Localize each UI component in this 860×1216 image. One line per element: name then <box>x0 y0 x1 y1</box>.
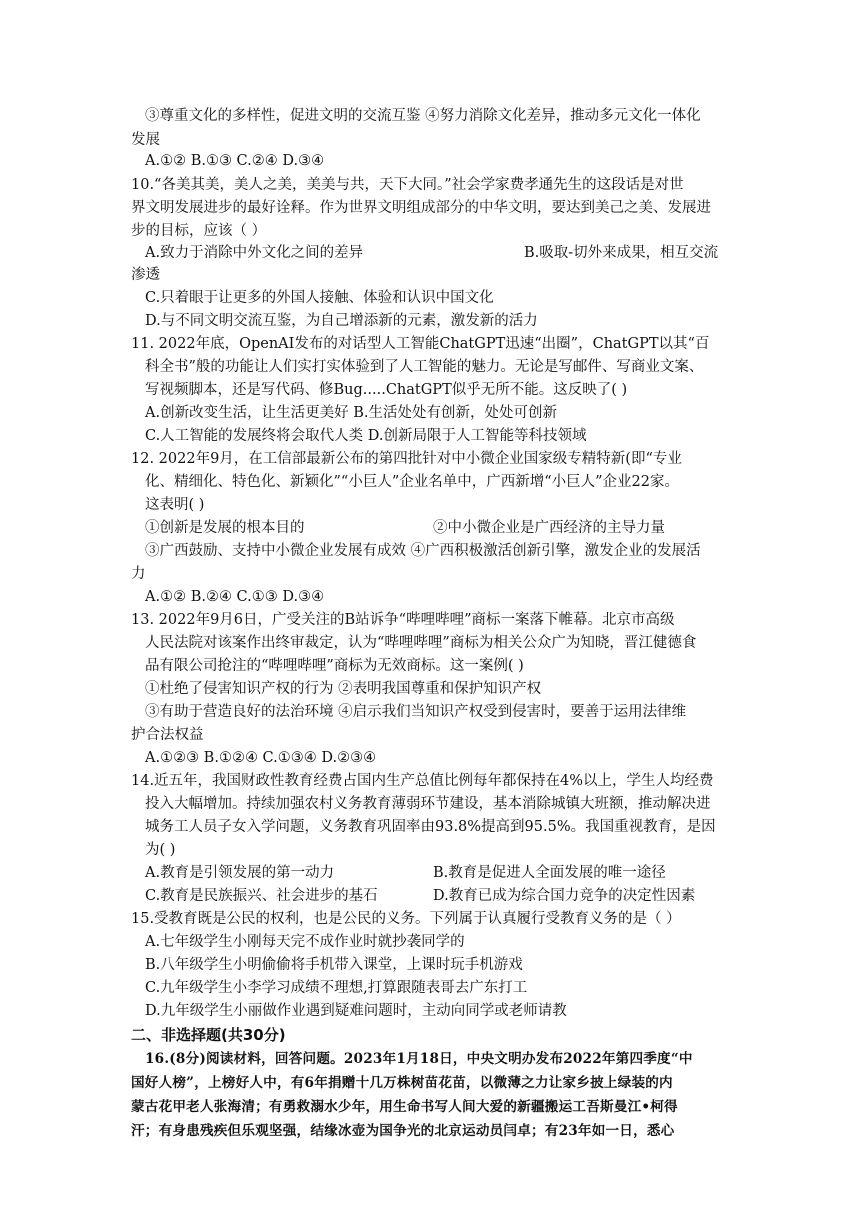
q10-option-b-cont: 渗透 <box>131 267 160 283</box>
q12-stem-line-3: 这表明( ) <box>145 497 205 513</box>
q9-options-line-2: 发展 <box>131 132 160 148</box>
q12-answer-choices: A.①② B.②④ C.①③ D.③④ <box>145 589 325 605</box>
q12-stem-line-2: 化、精细化、特色化、新颖化”“小巨人”企业名单中，广西新增“小巨人”企业22家。 <box>145 474 680 490</box>
q13-answer-choices: A.①②③ B.①②④ C.①③④ D.②③④ <box>145 750 377 766</box>
q15-stem: 15.受教育既是公民的权利，也是公民的义务。下列属于认真履行受教育义务的是（ ） <box>131 911 681 927</box>
q10-option-a: A.致力于消除中外文化之间的差异 <box>145 245 364 261</box>
q12-stem-line-1: 12. 2022年9月，在工信部最新公布的第四批针对中小微企业国家级专精特新(即“专业 <box>131 451 682 467</box>
q12-statement-2: ②中小微企业是广西经济的主导力量 <box>433 520 665 536</box>
q11-options-cd: C.人工智能的发展终将会取代人类 D.创新局限于人工智能等科技领域 <box>145 428 587 444</box>
q13-statement-4-cont: 护合法权益 <box>131 727 204 743</box>
q15-option-d: D.九年级学生小丽做作业遇到疑难问题时，主动向同学或老师请教 <box>145 1003 567 1019</box>
q10-option-c: C.只着眼于让更多的外国人接触、体验和认识中国文化 <box>145 290 494 306</box>
q11-stem-line-2: 科全书”般的功能让人们实打实体验到了人工智能的魅力。无论是写邮件、写商业文案、 <box>145 359 704 375</box>
q10-option-d: D.与不同文明交流互鉴，为自己增添新的元素，激发新的活力 <box>145 313 538 329</box>
q9-answer-choices: A.①② B.①③ C.②④ D.③④ <box>145 153 325 169</box>
q14-option-b: B.教育是促进人全面发展的唯一途径 <box>433 865 666 881</box>
q14-stem-line-4: 为( ) <box>145 842 176 858</box>
q11-options-ab: A.创新改变生活，让生活更美好 B.生活处处有创新，处处可创新 <box>145 405 557 421</box>
q12-statement-4-cont: 力 <box>131 566 146 582</box>
q14-stem-line-1: 14.近五年，我国财政性教育经费占国内生产总值比例每年都保持在4%以上，学生人均经费 <box>131 773 714 789</box>
q13-statements-3-4: ③有助于营造良好的法治环境 ④启示我们当知识产权受到侵害时，要善于运用法律维 <box>145 704 687 720</box>
q13-statements-1-2: ①杜绝了侵害知识产权的行为 ②表明我国尊重和保护知识产权 <box>145 681 542 697</box>
q10-stem-line-2: 界文明发展进步的最好诠释。作为世界文明组成部分的中华文明，要达到美己之美、发展进 <box>131 200 711 216</box>
q12-statements-3-4: ③广西鼓励、支持中小微企业发展有成效 ④广西积极激活创新引擎，激发企业的发展活 <box>145 543 701 559</box>
q13-stem-line-1: 13. 2022年9月6日，广受关注的B站诉争“哔哩哔哩”商标一案落下帷幕。北京市高级 <box>131 612 675 628</box>
q10-stem-line-1: 10.“各美其美，美人之美，美美与共，天下大同。”社会学家费孝通先生的这段话是对世 <box>131 177 684 193</box>
q15-option-a: A.七年级学生小刚每天完不成作业时就抄袭同学的 <box>145 934 465 950</box>
q14-option-c: C.教育是民族振兴、社会进步的基石 <box>145 888 378 904</box>
q14-stem-line-3: 城务工人员子女入学问题，义务教育巩固率由93.8%提高到95.5%。我国重视教育，是因 <box>145 819 716 835</box>
q10-stem-line-3: 步的目标，应该（ ） <box>131 223 267 239</box>
q14-option-a: A.教育是引领发展的第一动力 <box>145 865 335 881</box>
q11-stem-line-3: 写视频脚本，还是写代码、修Bug.....ChatGPT似乎无所不能。这反映了( ) <box>145 382 628 398</box>
q16-material-line-1: 16.(8分)阅读材料，回答问题。2023年1月18日，中央文明办发布2022年第四季度“中 <box>145 1051 693 1067</box>
q10-option-b: B.吸取-切外来成果，相互交流 <box>524 245 719 261</box>
q14-option-d: D.教育已成为综合国力竞争的决定性因素 <box>433 888 696 904</box>
q14-stem-line-2: 投入大幅增加。持续加强农村义务教育薄弱环节建设，基本消除城镇大班额，推动解决进 <box>145 796 711 812</box>
q13-stem-line-3: 品有限公司抢注的“哔哩哔哩”商标为无效商标。这一案例( ) <box>145 658 524 674</box>
q16-material-line-4: 汗；有身患残疾但乐观坚强，结缘冰壶为国争光的北京运动员闫卓；有23年如一日，悉心 <box>131 1123 675 1139</box>
q16-material-line-3: 蒙古花甲老人张海清；有勇救溺水少年，用生命书写人间大爱的新疆搬运工吾斯曼江•柯得 <box>131 1099 678 1115</box>
section-2-heading: 二、非选择题(共30分) <box>131 1026 286 1044</box>
q13-stem-line-2: 人民法院对该案作出终审裁定，认为“哔哩哔哩”商标为相关公众广为知晓，晋江健德食 <box>145 635 697 651</box>
q16-material-line-2: 国好人榜”，上榜好人中，有6年捐赠十几万株树苗花苗，以微薄之力让家乡披上绿装的内 <box>131 1075 673 1091</box>
q12-statement-1: ①创新是发展的根本目的 <box>145 520 305 536</box>
q11-stem-line-1: 11. 2022年底，OpenAI发布的对话型人工智能ChatGPT迅速“出圈”，ChatGPT以其“百 <box>131 336 710 352</box>
q15-option-c: C.九年级学生小李学习成绩不理想,打算跟随表哥去广东打工 <box>145 980 528 996</box>
q15-option-b: B.八年级学生小明偷偷将手机带入课堂，上课时玩手机游戏 <box>145 957 523 973</box>
q9-options-line-1: ③尊重文化的多样性，促进文明的交流互鉴 ④努力消除文化差异，推动多元文化一体化 <box>145 108 701 124</box>
